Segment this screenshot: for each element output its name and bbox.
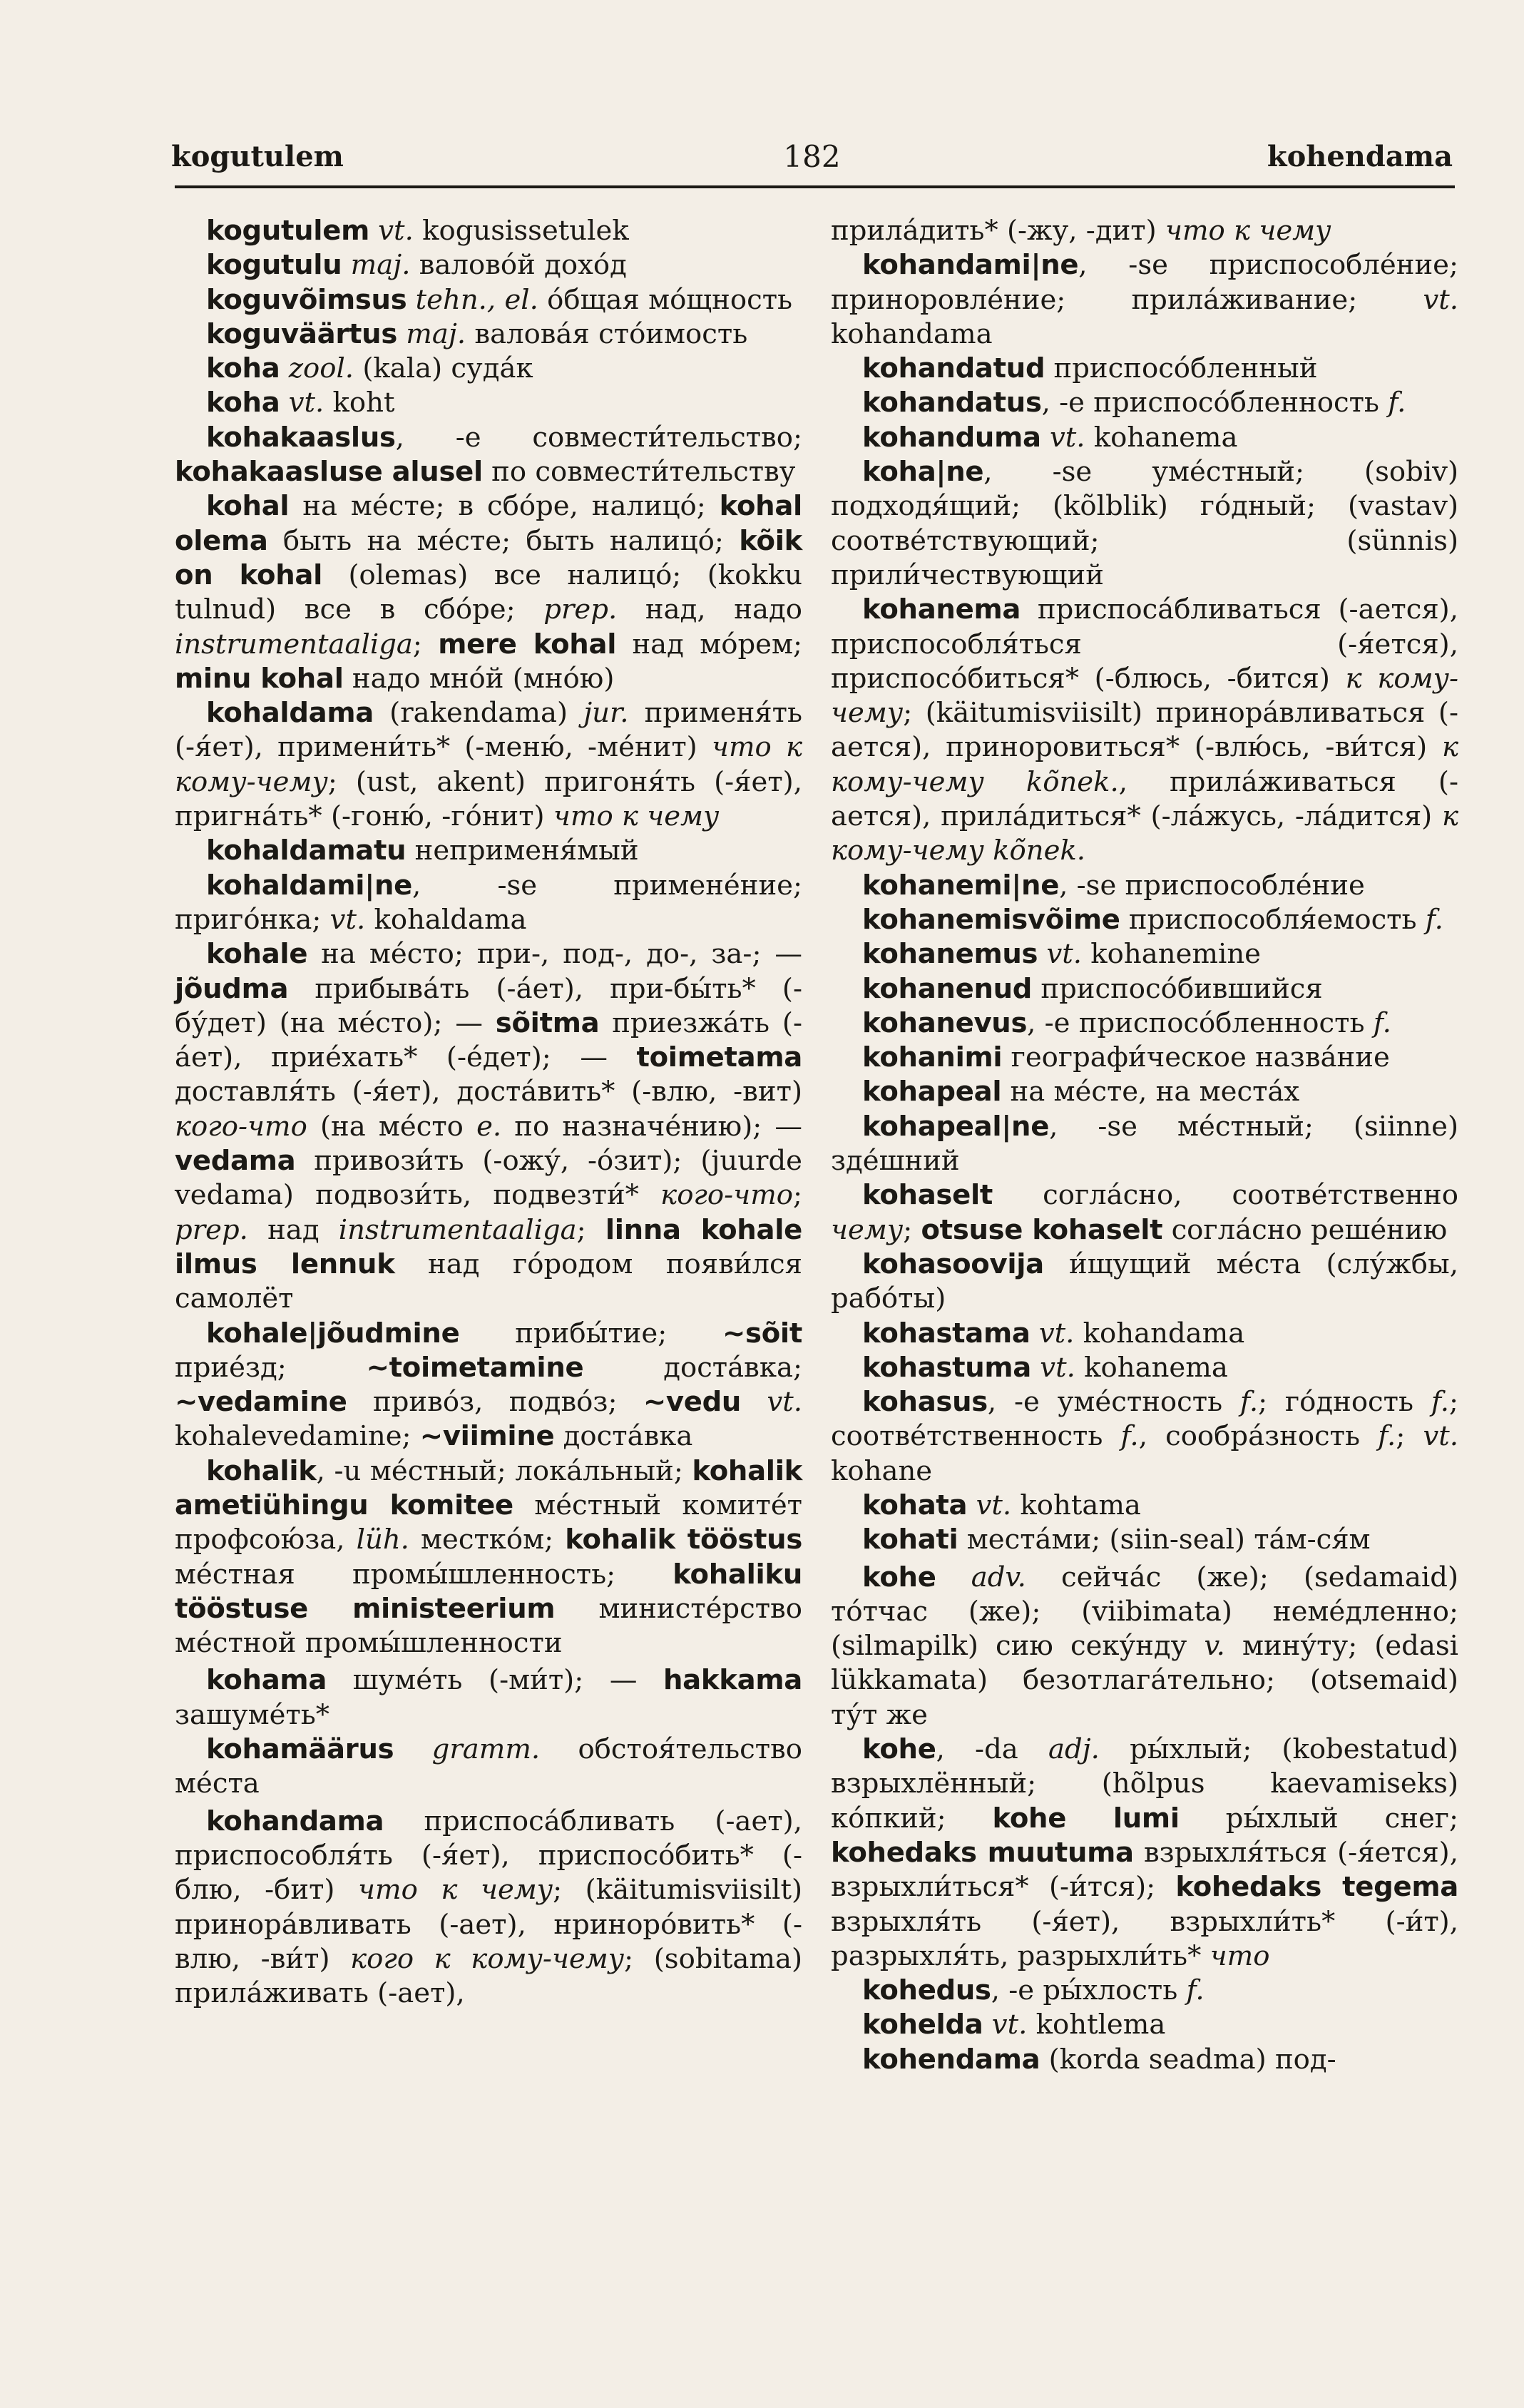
headword: ~toimetamine	[366, 1351, 584, 1384]
entry-text: на ме́сте; в сбо́ре, налицо́;	[289, 490, 720, 523]
entry-text: ме́стная промы́шленность;	[175, 1558, 673, 1591]
label: что к чему	[553, 800, 720, 833]
entry-text: , -u ме́стный; лока́льный;	[316, 1454, 692, 1487]
headword: kohamäärus	[206, 1733, 394, 1766]
dictionary-entry	[831, 352, 1458, 386]
entry-text	[369, 215, 378, 247]
headword: kohanimi	[862, 1041, 1003, 1074]
dictionary-entry	[175, 248, 802, 282]
headword: kohaldamatu	[206, 835, 406, 867]
label: f.	[1373, 1006, 1391, 1039]
entry-text: ; (ust, akent) пригоня́ть (-я́ет), пригна́ть* (-гоню́, -го́нит)	[175, 765, 802, 833]
entry-text: kohandama	[831, 317, 993, 350]
entry-text: kohaldama	[365, 903, 527, 936]
label: vt.	[991, 2009, 1028, 2041]
label: vt.	[378, 215, 414, 247]
headword: ~viimine	[419, 1420, 555, 1453]
entry-text	[936, 1561, 971, 1593]
entry-text: доста́вка;	[583, 1351, 802, 1384]
headword: kohaldami|ne	[206, 869, 413, 902]
entry-text: о́бщая мо́щность	[538, 283, 793, 316]
label: f.	[1120, 1420, 1139, 1453]
headword: kogutulu	[206, 249, 342, 282]
entry-text: ; (käitumisviisilt) принора́вливать (-ает), нриноро́вить* (-влю, -ви́т)	[175, 1874, 803, 1975]
headword: kohe lumi	[992, 1802, 1180, 1835]
headword: hakkama	[663, 1664, 802, 1697]
entry-text: ; го́дность	[1258, 1386, 1431, 1419]
label: vt.	[288, 387, 324, 419]
entry-text: , -se приспособле́ние	[1059, 869, 1365, 902]
dictionary-entry	[175, 1454, 802, 1661]
entry-text	[1031, 1352, 1040, 1384]
headword: koguväärtus	[206, 317, 398, 350]
entry-text: , прила́живаться (-ается), прила́диться* (-ла́жусь, -ла́дится)	[831, 765, 1458, 833]
label: vt.	[329, 903, 366, 936]
label: что к чему	[1165, 215, 1331, 247]
entry-text: сейча́с (же); (sedamaid) то́тчас (же); (viibimata) неме́дленно; (silmapilk) сию секу́нду	[831, 1561, 1458, 1663]
dictionary-entry	[175, 937, 802, 1316]
label: vt.	[1040, 1351, 1075, 1384]
dictionary-entry	[175, 489, 802, 696]
dictionary-entry	[831, 214, 1458, 248]
headword: kohandatus	[862, 387, 1042, 419]
entry-text: , -e совмести́тельство;	[395, 421, 802, 454]
entry-text: места́ми; (siin-seal) та́м-ся́м	[958, 1524, 1371, 1556]
entry-text: kohanema	[1085, 421, 1238, 454]
label: f.	[1431, 1386, 1450, 1419]
label: f.	[1186, 1974, 1205, 2007]
entry-text	[983, 2009, 992, 2041]
dictionary-entry	[175, 283, 802, 317]
dictionary-entry	[175, 696, 802, 834]
headword: kohal	[206, 490, 290, 523]
headword: vedama	[175, 1145, 296, 1178]
guide-word-first: kogutulem	[171, 140, 344, 173]
entry-text: доста́вка	[554, 1420, 693, 1453]
headword: kohata	[862, 1489, 968, 1521]
entry-text: приво́з, подво́з;	[347, 1386, 643, 1419]
dictionary-entry	[175, 869, 802, 938]
headword: ~vedamine	[175, 1386, 347, 1419]
label: v.	[1204, 1630, 1225, 1663]
dictionary-entry	[831, 1110, 1458, 1179]
entry-text: ;	[903, 1213, 921, 1246]
entry-text: , -da	[936, 1733, 1048, 1766]
entry-text: прие́зд;	[175, 1351, 367, 1384]
headword: kohe	[862, 1733, 936, 1766]
headword: kohandama	[206, 1805, 384, 1837]
headword: kohal olema	[175, 490, 802, 557]
entry-text: на ме́сто; при-, под-, до-, за-; —	[307, 938, 802, 971]
headword: kohasus	[862, 1386, 988, 1419]
entry-text: и́щущий ме́ста (слу́жбы, рабо́ты)	[831, 1248, 1458, 1315]
entry-text: приспоса́бливаться (-ается), приспособля́ться (-я́ется), приспосо́биться* (-блюсь, -бится)	[831, 593, 1458, 695]
label: что к чему	[358, 1874, 553, 1907]
dictionary-entry	[831, 1041, 1458, 1075]
label: vt.	[1038, 1317, 1075, 1350]
label: instrumentaaliga	[175, 628, 413, 660]
dictionary-entry	[831, 937, 1458, 971]
entry-text: , сообра́зность	[1138, 1420, 1379, 1453]
entry-text: , -e ры́хлость	[991, 1974, 1187, 2007]
headword: kohedaks muutuma	[831, 1836, 1134, 1869]
entry-text: привози́ть (-ожу́, -о́зит); (juurde vedama) подвози́ть, подвезти́*	[175, 1145, 802, 1212]
headword: sõitma	[495, 1006, 600, 1039]
entry-text: мину́ту; (edasi lükkamata) безотлага́тельно; (otsemaid) ту́т же	[831, 1630, 1458, 1731]
entry-text: ;	[1396, 1420, 1423, 1453]
label: что к кому-чему	[175, 731, 803, 798]
headword: ~sõit	[722, 1317, 802, 1350]
headword: koha|ne	[862, 456, 984, 489]
entry-text: koht	[324, 387, 395, 419]
entry-text: применя́ть (-я́ет), примени́ть* (-меню́, -ме́нит)	[175, 697, 802, 764]
label: к кому-чему kõnek.	[831, 800, 1458, 867]
dictionary-entry	[831, 2043, 1458, 2077]
entry-text: приспосо́бленный	[1045, 352, 1318, 385]
headword: kohasoovija	[862, 1248, 1044, 1280]
entry-text: kohtlema	[1027, 2009, 1166, 2041]
entry-text: прибы́тие;	[459, 1317, 723, 1350]
label: кого-что	[660, 1179, 793, 1212]
dictionary-entry	[831, 248, 1458, 352]
label: vt.	[1049, 421, 1085, 454]
dictionary-entry	[175, 421, 802, 490]
headword: otsuse kohaselt	[921, 1213, 1163, 1246]
label: gramm.	[431, 1733, 541, 1766]
entry-text: неприменя́мый	[406, 835, 639, 867]
headword: kohanemus	[862, 938, 1038, 971]
headword: kohastuma	[862, 1351, 1032, 1384]
label: adv.	[971, 1561, 1026, 1593]
dictionary-entry	[175, 352, 802, 386]
entry-text: ;	[576, 1213, 605, 1246]
entry-text: , -e уме́стность	[987, 1386, 1240, 1419]
label: prep.	[543, 593, 618, 626]
dictionary-entry	[831, 1178, 1458, 1248]
headword: kohapeal	[862, 1076, 1002, 1108]
label: vt.	[1046, 938, 1083, 971]
label: что	[1210, 1939, 1270, 1972]
entry-text: , -e приспосо́бленность	[1041, 387, 1389, 419]
dictionary-entry	[831, 593, 1458, 868]
dictionary-entry	[175, 386, 802, 420]
entry-text: по совмести́тельству	[482, 456, 796, 489]
label: f.	[1378, 1420, 1396, 1453]
dictionary-entry	[175, 317, 802, 352]
dictionary-entry	[831, 1248, 1458, 1317]
label: instrumentaaliga	[338, 1213, 577, 1246]
label: f.	[1388, 387, 1406, 419]
left-column	[175, 214, 802, 2011]
entry-text: ры́хлый; (kobestatud) взрыхлённый; (hõlpus kaevamiseks) ко́пкий;	[831, 1733, 1458, 1835]
headword: jõudma	[175, 972, 289, 1005]
entry-text: над го́родом появи́лся самолёт	[175, 1248, 802, 1315]
entry-text: над мо́рем;	[616, 628, 802, 660]
entry-text: надо мно́й (мно́ю)	[343, 662, 615, 695]
entry-text	[967, 1489, 976, 1521]
entry-text: , -se примене́ние; приго́нка;	[175, 869, 802, 936]
dictionary-entry	[831, 455, 1458, 593]
header-rule	[175, 185, 1455, 188]
entry-text: (rakendama)	[374, 697, 584, 730]
dictionary-entry	[831, 1351, 1458, 1385]
dictionary-entry	[175, 1317, 802, 1454]
entry-text	[1031, 1317, 1039, 1350]
headword: ~vedu	[643, 1386, 742, 1419]
headword: kohaliku tööstuse ministeerium	[175, 1558, 802, 1625]
headword: koha	[206, 387, 280, 419]
headword: toimetama	[636, 1041, 802, 1074]
label: maj.	[406, 317, 466, 350]
entry-text: (на ме́сто	[307, 1110, 477, 1143]
entry-text	[394, 1733, 431, 1765]
label: f.	[1425, 903, 1443, 936]
label: e.	[476, 1110, 502, 1143]
headword: kohakaasluse alusel	[175, 456, 483, 489]
entry-text: kohandama	[1074, 1317, 1245, 1350]
entry-text: шуме́ть (-ми́т); —	[327, 1664, 664, 1697]
entry-text: согла́сно, соотве́тственно	[993, 1179, 1458, 1212]
headword: kohelda	[862, 2009, 983, 2041]
entry-text: (korda seadma) под-	[1040, 2043, 1336, 2076]
dictionary-entry	[831, 386, 1458, 420]
entry-text: , -e приспосо́бленность	[1027, 1006, 1374, 1039]
entry-text: министе́рство ме́стной промы́шленности	[175, 1592, 802, 1660]
headword: kohalik	[206, 1454, 317, 1487]
headword: kohendama	[862, 2043, 1040, 2076]
headword: kohaselt	[862, 1179, 993, 1212]
entry-text: взрыхля́ть (-я́ет), взрыхли́ть* (-и́т), разрыхля́ть, разрыхли́ть*	[831, 1905, 1458, 1972]
dictionary-entry	[831, 421, 1458, 455]
headword: kohama	[206, 1664, 327, 1697]
entry-text	[741, 1386, 767, 1418]
entry-text: валова́я сто́имость	[466, 317, 748, 350]
headword: kohale|jõudmine	[206, 1317, 460, 1350]
dictionary-entry	[831, 1523, 1458, 1557]
entry-text: kohane	[831, 1454, 933, 1487]
entry-text: ; соотве́тственность	[831, 1386, 1459, 1453]
entry-text: , -se ме́стный; (siinne) зде́шний	[831, 1110, 1458, 1178]
entry-text	[1041, 422, 1050, 454]
entry-text	[1038, 938, 1046, 970]
headword: kohanemi|ne	[862, 869, 1060, 902]
entry-text: доставля́ть (-я́ет), доста́вить* (-влю, -вит)	[175, 1076, 802, 1108]
label: кого-что	[175, 1110, 307, 1143]
dictionary-entry	[831, 1075, 1458, 1109]
entry-text: (kala) суда́к	[354, 352, 533, 385]
entry-text: (olemas) все налицо́; (kokku tulnud) все в сбо́ре;	[175, 558, 802, 626]
entry-text: приспоса́бливать (-ает), приспособля́ть (-я́ет), приспосо́бить* (-блю, -бит)	[175, 1805, 802, 1907]
entry-text: согла́сно реше́нию	[1162, 1213, 1448, 1246]
entry-text: обстоя́тельство ме́ста	[175, 1733, 802, 1800]
entry-text: ;	[793, 1179, 802, 1212]
entry-text: kohtama	[1011, 1489, 1141, 1521]
headword: kohanenud	[862, 972, 1033, 1005]
entry-text: быть на ме́сте; быть налицо́;	[267, 524, 740, 557]
dictionary-entry	[831, 972, 1458, 1006]
entry-text	[280, 387, 288, 419]
headword: kohapeal|ne	[862, 1110, 1050, 1143]
entry-text: приезжа́ть (-а́ет), прие́хать* (-е́дет); —	[175, 1006, 802, 1074]
headword: linna kohale ilmus lennuk	[175, 1213, 802, 1280]
label: adj.	[1048, 1733, 1100, 1766]
label: zool.	[288, 352, 354, 385]
dictionary-entry	[175, 1733, 802, 1802]
dictionary-entry	[831, 1006, 1458, 1041]
headword: kohale	[206, 938, 308, 971]
dictionary-entry	[175, 834, 802, 868]
label: lüh.	[356, 1524, 409, 1556]
headword: kohedus	[862, 1974, 991, 2007]
headword: kogutulem	[206, 215, 369, 247]
dictionary-entry	[831, 1489, 1458, 1523]
entry-text: kohanema	[1075, 1351, 1228, 1384]
entry-text: прила́дить* (-жу, -дит)	[831, 215, 1165, 247]
entry-text: ;	[412, 628, 439, 660]
headword: koguvõimsus	[206, 283, 407, 316]
entry-text: по назначе́нию); —	[501, 1110, 802, 1143]
label: vt.	[1423, 1420, 1459, 1453]
dictionary-entry	[831, 903, 1458, 937]
label: vt.	[976, 1489, 1012, 1521]
headword: kohe	[862, 1561, 936, 1593]
entry-text	[280, 352, 288, 384]
label: prep.	[175, 1213, 248, 1246]
entry-text: над, надо	[617, 593, 802, 626]
entry-text	[397, 318, 406, 350]
entry-text	[342, 249, 350, 281]
page-number: 182	[783, 139, 841, 174]
entry-text: ; (sobitama) прила́живать (-ает),	[175, 1942, 802, 2010]
headword: kohalik tööstus	[565, 1524, 802, 1556]
entry-text: географи́ческое назва́ние	[1002, 1041, 1390, 1074]
entry-text: приспосо́бившийся	[1032, 972, 1323, 1005]
dictionary-entry	[175, 214, 802, 248]
dictionary-entry	[831, 869, 1458, 903]
entry-text: над	[247, 1213, 339, 1246]
label: f.	[1239, 1386, 1259, 1419]
headword: koha	[206, 352, 280, 385]
entry-text: местко́м;	[409, 1524, 566, 1556]
entry-text	[406, 284, 415, 316]
headword: kohastama	[862, 1317, 1031, 1350]
label: к кому-чему	[831, 662, 1458, 730]
label: tehn., el.	[415, 283, 538, 316]
dictionary-entry	[175, 1663, 802, 1733]
headword: kohanemisvõime	[862, 903, 1120, 936]
entry-text: ме́стный комите́т профсою́за,	[175, 1489, 803, 1556]
headword: minu kohal	[175, 662, 344, 695]
label: vt.	[1423, 283, 1458, 316]
entry-text: зашуме́ть*	[175, 1698, 330, 1731]
entry-text: валово́й дохо́д	[410, 249, 627, 282]
headword: kohanevus	[862, 1006, 1028, 1039]
right-column	[831, 214, 1458, 2077]
headword: kohanduma	[862, 421, 1041, 454]
headword: kohakaaslus	[206, 421, 396, 454]
label: vt.	[767, 1386, 802, 1419]
headword: kohandatud	[862, 352, 1045, 385]
headword: kohedaks tegema	[1175, 1871, 1458, 1904]
entry-text: взрыхля́ться (-я́ется), взрыхли́ться* (-и́тся);	[831, 1836, 1458, 1904]
dictionary-entry	[831, 2008, 1458, 2042]
label: чему	[831, 1213, 904, 1246]
dictionary-entry	[831, 1974, 1458, 2008]
headword: kõik on kohal	[175, 524, 802, 591]
entry-text: ; (käitumisviisilt) принора́вливаться (-ается), приноровиться* (-влю́сь, -ви́тся)	[831, 697, 1458, 764]
entry-text: , -se приспособле́ние; приноровле́ние; прила́живание;	[831, 249, 1458, 316]
headword: kohaldama	[206, 697, 374, 730]
headword: kohanema	[862, 593, 1021, 626]
entry-text: kohanemine	[1082, 938, 1261, 971]
label: maj.	[350, 249, 411, 282]
entry-text: ры́хлый снег;	[1179, 1802, 1459, 1835]
label: к кому-чему kõnek.	[831, 731, 1458, 798]
dictionary-entry	[831, 1317, 1458, 1351]
dictionary-entry	[831, 1561, 1458, 1733]
label: кого к кому-чему	[350, 1942, 625, 1975]
dictionary-entry	[831, 1733, 1458, 1974]
entry-text: kogusissetulek	[413, 215, 629, 247]
label: jur.	[583, 697, 629, 730]
headword: mere kohal	[438, 628, 617, 660]
entry-text: приспособля́емость	[1120, 903, 1426, 936]
page-header	[171, 136, 1453, 185]
guide-word-last: kohendama	[1267, 140, 1453, 173]
dictionary-entry	[175, 1805, 802, 2011]
entry-text: kohalevedamine;	[175, 1420, 420, 1453]
headword: kohandami|ne	[862, 249, 1079, 282]
entry-text: прибыва́ть (-а́ет), при-бы́ть* (-бу́дет) (на ме́сто); —	[175, 972, 802, 1039]
headword: kohati	[862, 1524, 958, 1556]
dictionary-entry	[831, 1385, 1458, 1489]
headword: kohalik ametiühingu komitee	[175, 1454, 802, 1521]
entry-text: на ме́сте, на места́х	[1001, 1076, 1300, 1108]
entry-text: , -se уме́стный; (sobiv) подходя́щий; (kõlblik) го́дный; (vastav) соотве́тствующий; (sünnis) прили́чествующий	[831, 456, 1458, 591]
